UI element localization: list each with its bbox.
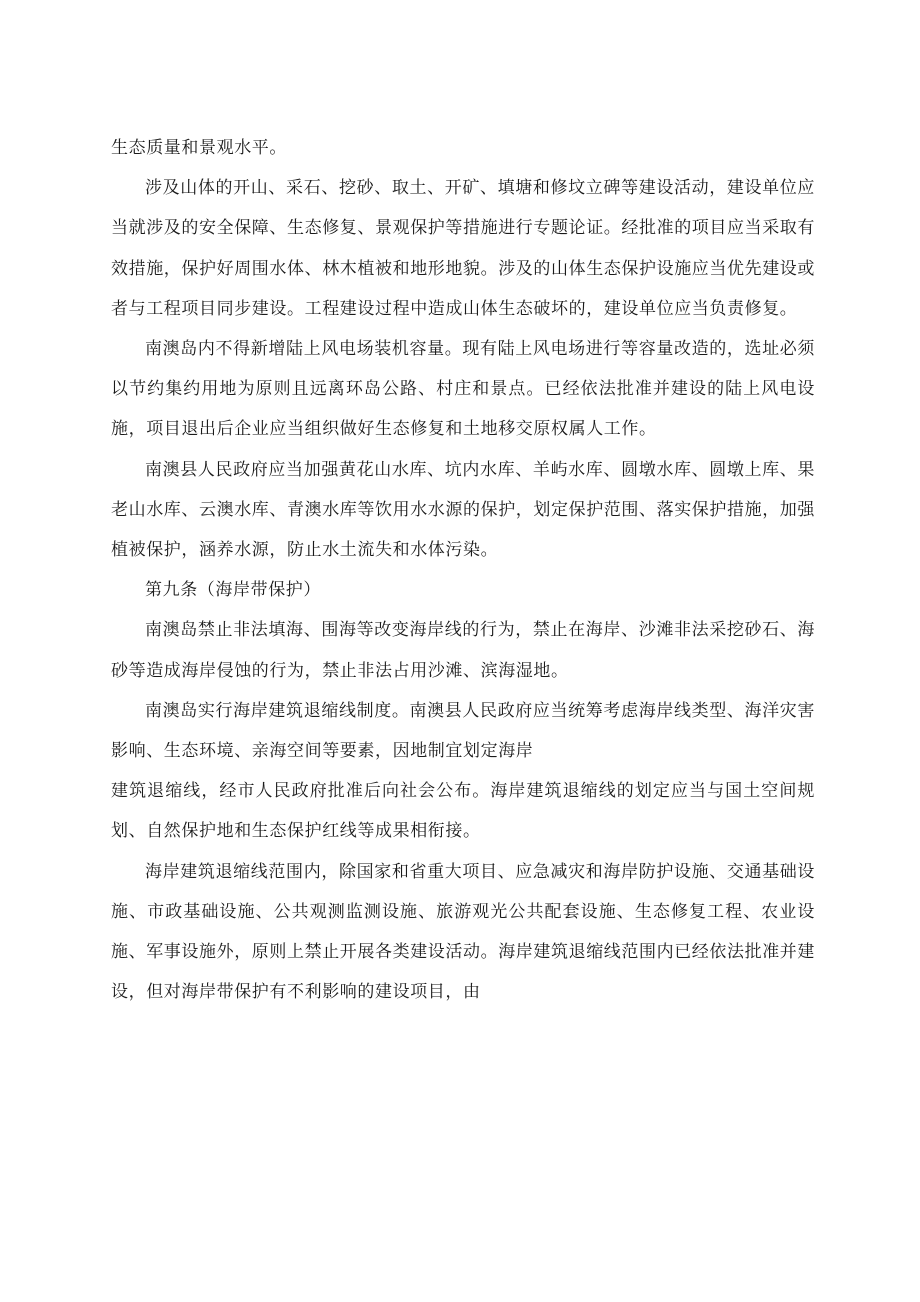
paragraph-setback-continuation: 建筑退缩线，经市人民政府批准后向社会公布。海岸建筑退缩线的划定应当与国土空间规划、自然保护地和生态保护红线等成果相衔接。	[111, 781, 815, 842]
paragraph-wind-power: 南澳岛内不得新增陆上风电场装机容量。现有陆上风电场进行等容量改造的，选址必须以节约集约用地为原则且远离环岛公路、村庄和景点。已经依法批准并建设的陆上风电设施，项目退出后企业应当组织做好生态修复和土地移交原权属人工作。	[111, 339, 815, 440]
article-heading-text: 第九条（海岸带保护）	[145, 580, 321, 601]
paragraph-coastline-prohibition: 南澳岛禁止非法填海、围海等改变海岸线的行为，禁止在海岸、沙滩非法采挖砂石、海砂等造成海岸侵蚀的行为，禁止非法占用沙滩、滨海湿地。	[111, 620, 815, 681]
paragraph-water-source: 南澳县人民政府应当加强黄花山水库、坑内水库、羊屿水库、圆墩水库、圆墩上库、果老山水库、云澳水库、青澳水库等饮用水水源的保护，划定保护范围、落实保护措施，加强植被保护，涵养水源，防止水土流失和水体污染。	[111, 459, 815, 561]
article-heading	[111, 570, 815, 610]
paragraph-continuation: 生态质量和景观水平。	[111, 138, 287, 158]
paragraph-mountain-construction: 涉及山体的开山、采石、挖砂、取土、开矿、填塘和修坟立碑等建设活动，建设单位应当就涉及的安全保障、生态修复、景观保护等措施进行专题论证。经批准的项目应当采取有效措施，保护好周围水体、林木植被和地形地貌。涉及的山体生态保护设施应当优先建设或者与工程项目同步建设。工程建设过程中造成山体生态破坏的，建设单位应当负责修复。	[111, 178, 815, 319]
paragraph-setback-restrictions: 海岸建筑退缩线范围内，除国家和省重大项目、应急减灾和海岸防护设施、交通基础设施、市政基础设施、公共观测监测设施、旅游观光公共配套设施、生态修复工程、农业设施、军事设施外，原则上禁止开展各类建设活动。海岸建筑退缩线范围内已经依法批准并建设，但对海岸带保护有不利影响的建设项目，由	[111, 861, 815, 1003]
paragraph-setback-system: 南澳岛实行海岸建筑退缩线制度。南澳县人民政府应当统筹考虑海岸线类型、海洋灾害影响、生态环境、亲海空间等要素，因地制宜划定海岸	[111, 700, 815, 762]
